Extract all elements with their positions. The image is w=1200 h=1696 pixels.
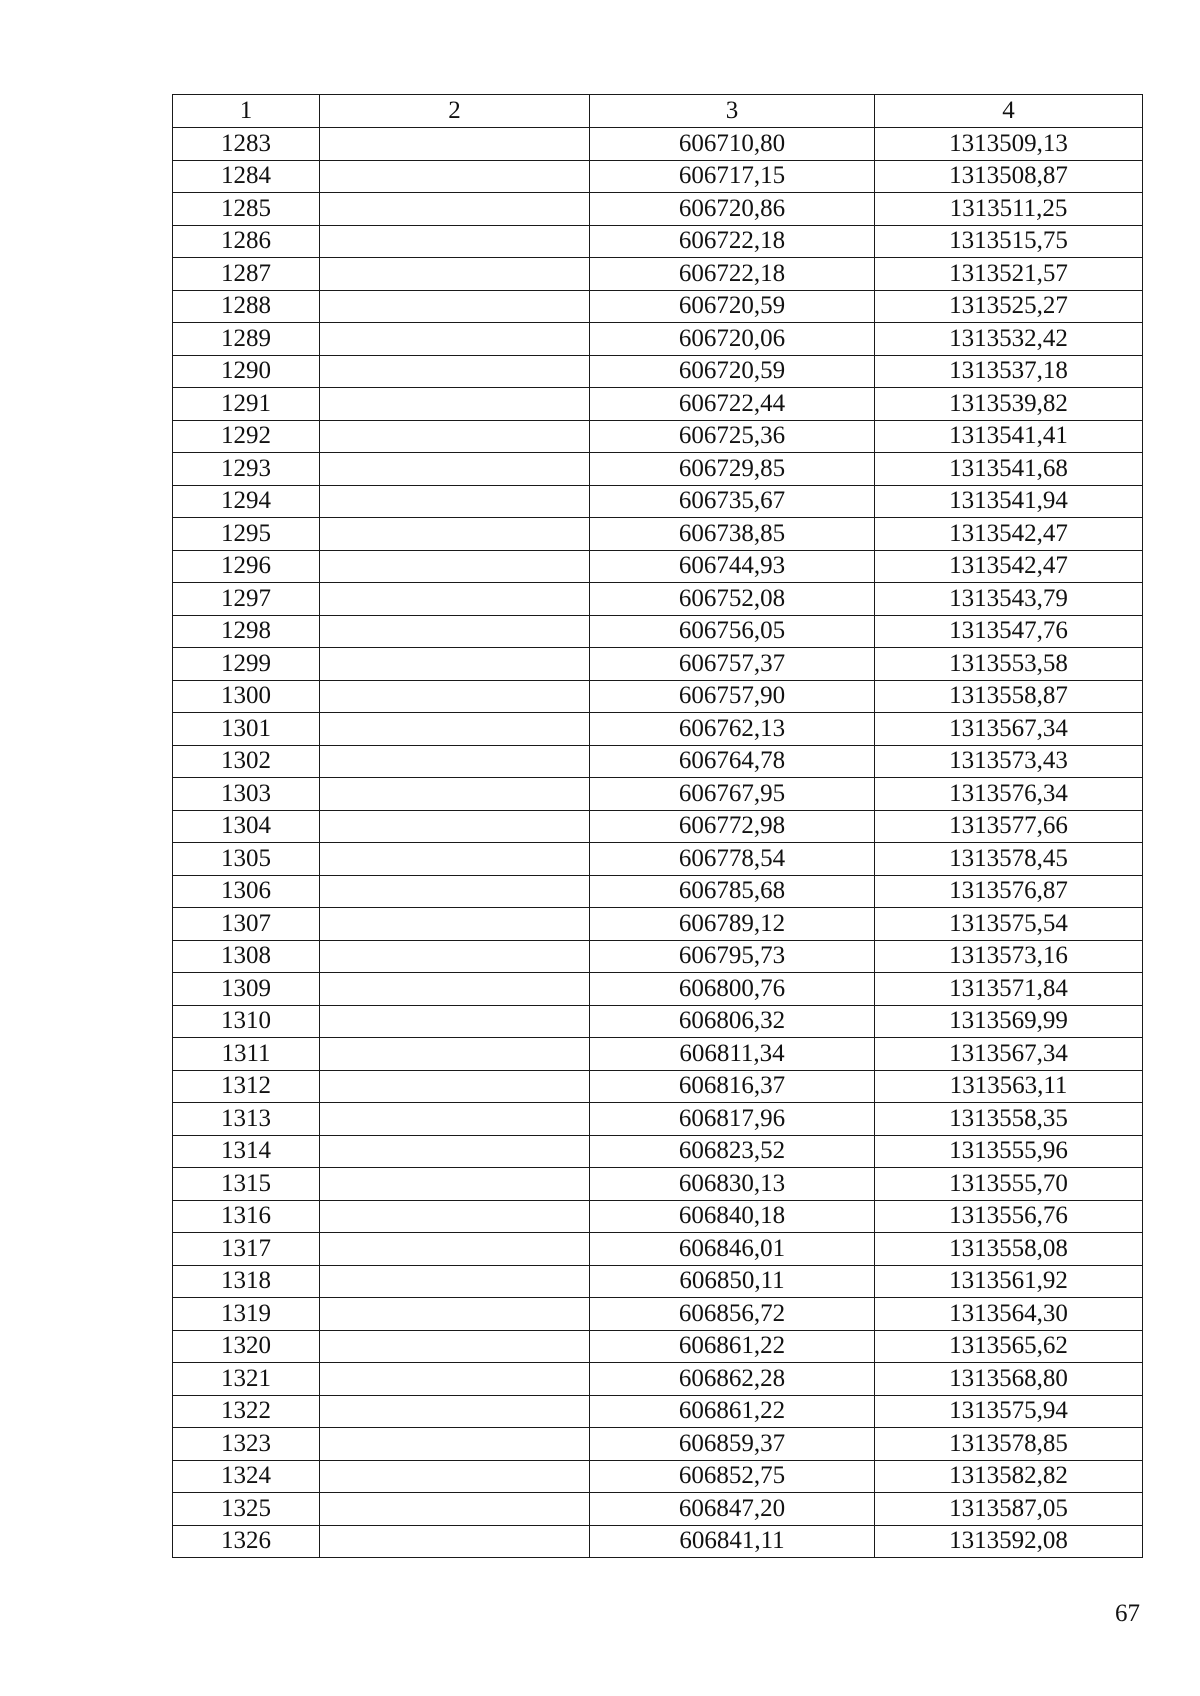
description-cell <box>320 323 590 356</box>
point-number-cell: 1314 <box>173 1135 320 1168</box>
y-coordinate-cell: 1313542,47 <box>875 550 1143 583</box>
description-cell <box>320 1070 590 1103</box>
x-coordinate-cell: 606817,96 <box>590 1103 875 1136</box>
description-cell <box>320 1460 590 1493</box>
table-row <box>173 1460 1143 1493</box>
point-number-cell: 1294 <box>173 485 320 518</box>
x-coordinate-cell: 606767,95 <box>590 778 875 811</box>
table-row <box>173 160 1143 193</box>
point-number-cell: 1322 <box>173 1395 320 1428</box>
y-coordinate-cell: 1313571,84 <box>875 973 1143 1006</box>
table-row <box>173 940 1143 973</box>
description-cell <box>320 1135 590 1168</box>
x-coordinate-cell: 606852,75 <box>590 1460 875 1493</box>
x-coordinate-cell: 606861,22 <box>590 1330 875 1363</box>
point-number-cell: 1295 <box>173 518 320 551</box>
y-coordinate-cell: 1313587,05 <box>875 1493 1143 1526</box>
description-cell <box>320 745 590 778</box>
y-coordinate-cell: 1313525,27 <box>875 290 1143 323</box>
point-number-cell: 1313 <box>173 1103 320 1136</box>
description-cell <box>320 388 590 421</box>
x-coordinate-cell: 606738,85 <box>590 518 875 551</box>
y-coordinate-cell: 1313573,43 <box>875 745 1143 778</box>
y-coordinate-cell: 1313564,30 <box>875 1298 1143 1331</box>
point-number-cell: 1315 <box>173 1168 320 1201</box>
x-coordinate-cell: 606720,06 <box>590 323 875 356</box>
table-row <box>173 648 1143 681</box>
point-number-cell: 1298 <box>173 615 320 648</box>
table-row <box>173 973 1143 1006</box>
table-row <box>173 225 1143 258</box>
point-number-cell: 1292 <box>173 420 320 453</box>
table-row <box>173 1428 1143 1461</box>
table-row <box>173 1038 1143 1071</box>
point-number-cell: 1318 <box>173 1265 320 1298</box>
table-row <box>173 1233 1143 1266</box>
table-row <box>173 453 1143 486</box>
y-coordinate-cell: 1313556,76 <box>875 1200 1143 1233</box>
y-coordinate-cell: 1313542,47 <box>875 518 1143 551</box>
table-row <box>173 1493 1143 1526</box>
point-number-cell: 1289 <box>173 323 320 356</box>
point-number-cell: 1296 <box>173 550 320 583</box>
description-cell <box>320 1493 590 1526</box>
y-coordinate-cell: 1313582,82 <box>875 1460 1143 1493</box>
y-coordinate-cell: 1313573,16 <box>875 940 1143 973</box>
y-coordinate-cell: 1313541,94 <box>875 485 1143 518</box>
point-number-cell: 1293 <box>173 453 320 486</box>
table-row <box>173 355 1143 388</box>
description-cell <box>320 973 590 1006</box>
y-coordinate-cell: 1313541,41 <box>875 420 1143 453</box>
description-cell <box>320 550 590 583</box>
description-cell <box>320 1005 590 1038</box>
x-coordinate-cell: 606772,98 <box>590 810 875 843</box>
y-coordinate-cell: 1313576,34 <box>875 778 1143 811</box>
table-row <box>173 1103 1143 1136</box>
description-cell <box>320 1168 590 1201</box>
x-coordinate-cell: 606778,54 <box>590 843 875 876</box>
table-row <box>173 1330 1143 1363</box>
table-row <box>173 843 1143 876</box>
y-coordinate-cell: 1313508,87 <box>875 160 1143 193</box>
table-row <box>173 810 1143 843</box>
y-coordinate-cell: 1313537,18 <box>875 355 1143 388</box>
y-coordinate-cell: 1313521,57 <box>875 258 1143 291</box>
y-coordinate-cell: 1313558,35 <box>875 1103 1143 1136</box>
column-header-3: 3 <box>590 95 875 128</box>
point-number-cell: 1319 <box>173 1298 320 1331</box>
table-header-row <box>173 95 1143 128</box>
y-coordinate-cell: 1313532,42 <box>875 323 1143 356</box>
point-number-cell: 1284 <box>173 160 320 193</box>
x-coordinate-cell: 606840,18 <box>590 1200 875 1233</box>
x-coordinate-cell: 606811,34 <box>590 1038 875 1071</box>
point-number-cell: 1291 <box>173 388 320 421</box>
table-row <box>173 290 1143 323</box>
table-row <box>173 713 1143 746</box>
x-coordinate-cell: 606850,11 <box>590 1265 875 1298</box>
table-row <box>173 615 1143 648</box>
x-coordinate-cell: 606757,37 <box>590 648 875 681</box>
x-coordinate-cell: 606830,13 <box>590 1168 875 1201</box>
table-row <box>173 908 1143 941</box>
table-row <box>173 388 1143 421</box>
description-cell <box>320 1200 590 1233</box>
y-coordinate-cell: 1313576,87 <box>875 875 1143 908</box>
table-row <box>173 875 1143 908</box>
column-header-4: 4 <box>875 95 1143 128</box>
description-cell <box>320 843 590 876</box>
description-cell <box>320 518 590 551</box>
y-coordinate-cell: 1313569,99 <box>875 1005 1143 1038</box>
description-cell <box>320 1233 590 1266</box>
description-cell <box>320 1363 590 1396</box>
x-coordinate-cell: 606720,86 <box>590 193 875 226</box>
x-coordinate-cell: 606725,36 <box>590 420 875 453</box>
point-number-cell: 1297 <box>173 583 320 616</box>
x-coordinate-cell: 606789,12 <box>590 908 875 941</box>
y-coordinate-cell: 1313563,11 <box>875 1070 1143 1103</box>
y-coordinate-cell: 1313543,79 <box>875 583 1143 616</box>
point-number-cell: 1326 <box>173 1525 320 1558</box>
x-coordinate-cell: 606861,22 <box>590 1395 875 1428</box>
y-coordinate-cell: 1313558,08 <box>875 1233 1143 1266</box>
description-cell <box>320 1038 590 1071</box>
table-row <box>173 1200 1143 1233</box>
table-row <box>173 1265 1143 1298</box>
point-number-cell: 1300 <box>173 680 320 713</box>
description-cell <box>320 258 590 291</box>
y-coordinate-cell: 1313565,62 <box>875 1330 1143 1363</box>
description-cell <box>320 1428 590 1461</box>
y-coordinate-cell: 1313575,94 <box>875 1395 1143 1428</box>
point-number-cell: 1287 <box>173 258 320 291</box>
x-coordinate-cell: 606795,73 <box>590 940 875 973</box>
x-coordinate-cell: 606720,59 <box>590 355 875 388</box>
description-cell <box>320 1265 590 1298</box>
description-cell <box>320 908 590 941</box>
point-number-cell: 1309 <box>173 973 320 1006</box>
description-cell <box>320 193 590 226</box>
table-row <box>173 323 1143 356</box>
description-cell <box>320 420 590 453</box>
y-coordinate-cell: 1313539,82 <box>875 388 1143 421</box>
description-cell <box>320 875 590 908</box>
point-number-cell: 1304 <box>173 810 320 843</box>
table-row <box>173 1168 1143 1201</box>
point-number-cell: 1290 <box>173 355 320 388</box>
table-row <box>173 1005 1143 1038</box>
table-row <box>173 128 1143 161</box>
point-number-cell: 1312 <box>173 1070 320 1103</box>
table-row <box>173 1298 1143 1331</box>
point-number-cell: 1299 <box>173 648 320 681</box>
description-cell <box>320 225 590 258</box>
x-coordinate-cell: 606722,18 <box>590 258 875 291</box>
description-cell <box>320 713 590 746</box>
y-coordinate-cell: 1313555,96 <box>875 1135 1143 1168</box>
point-number-cell: 1305 <box>173 843 320 876</box>
x-coordinate-cell: 606757,90 <box>590 680 875 713</box>
x-coordinate-cell: 606729,85 <box>590 453 875 486</box>
point-number-cell: 1306 <box>173 875 320 908</box>
x-coordinate-cell: 606800,76 <box>590 973 875 1006</box>
point-number-cell: 1311 <box>173 1038 320 1071</box>
point-number-cell: 1288 <box>173 290 320 323</box>
table-body <box>173 128 1143 1558</box>
x-coordinate-cell: 606756,05 <box>590 615 875 648</box>
x-coordinate-cell: 606816,37 <box>590 1070 875 1103</box>
description-cell <box>320 648 590 681</box>
point-number-cell: 1323 <box>173 1428 320 1461</box>
y-coordinate-cell: 1313568,80 <box>875 1363 1143 1396</box>
x-coordinate-cell: 606846,01 <box>590 1233 875 1266</box>
x-coordinate-cell: 606752,08 <box>590 583 875 616</box>
table-row <box>173 1525 1143 1558</box>
x-coordinate-cell: 606862,28 <box>590 1363 875 1396</box>
table-row <box>173 778 1143 811</box>
x-coordinate-cell: 606710,80 <box>590 128 875 161</box>
point-number-cell: 1286 <box>173 225 320 258</box>
x-coordinate-cell: 606859,37 <box>590 1428 875 1461</box>
y-coordinate-cell: 1313511,25 <box>875 193 1143 226</box>
column-header-1: 1 <box>173 95 320 128</box>
y-coordinate-cell: 1313567,34 <box>875 1038 1143 1071</box>
description-cell <box>320 940 590 973</box>
x-coordinate-cell: 606722,44 <box>590 388 875 421</box>
page-number: 67 <box>1115 1600 1140 1627</box>
table-row <box>173 583 1143 616</box>
point-number-cell: 1307 <box>173 908 320 941</box>
x-coordinate-cell: 606762,13 <box>590 713 875 746</box>
x-coordinate-cell: 606722,18 <box>590 225 875 258</box>
y-coordinate-cell: 1313578,45 <box>875 843 1143 876</box>
y-coordinate-cell: 1313555,70 <box>875 1168 1143 1201</box>
x-coordinate-cell: 606841,11 <box>590 1525 875 1558</box>
point-number-cell: 1301 <box>173 713 320 746</box>
x-coordinate-cell: 606847,20 <box>590 1493 875 1526</box>
table-row <box>173 1070 1143 1103</box>
x-coordinate-cell: 606720,59 <box>590 290 875 323</box>
point-number-cell: 1321 <box>173 1363 320 1396</box>
column-header-2: 2 <box>320 95 590 128</box>
description-cell <box>320 1330 590 1363</box>
description-cell <box>320 680 590 713</box>
y-coordinate-cell: 1313577,66 <box>875 810 1143 843</box>
description-cell <box>320 1298 590 1331</box>
description-cell <box>320 1395 590 1428</box>
y-coordinate-cell: 1313541,68 <box>875 453 1143 486</box>
table-row <box>173 745 1143 778</box>
y-coordinate-cell: 1313575,54 <box>875 908 1143 941</box>
table-row <box>173 420 1143 453</box>
point-number-cell: 1320 <box>173 1330 320 1363</box>
y-coordinate-cell: 1313567,34 <box>875 713 1143 746</box>
description-cell <box>320 1103 590 1136</box>
point-number-cell: 1308 <box>173 940 320 973</box>
x-coordinate-cell: 606806,32 <box>590 1005 875 1038</box>
description-cell <box>320 453 590 486</box>
point-number-cell: 1310 <box>173 1005 320 1038</box>
point-number-cell: 1317 <box>173 1233 320 1266</box>
table-row <box>173 193 1143 226</box>
coordinates-table <box>172 94 1143 1558</box>
description-cell <box>320 160 590 193</box>
y-coordinate-cell: 1313578,85 <box>875 1428 1143 1461</box>
table-row <box>173 485 1143 518</box>
x-coordinate-cell: 606856,72 <box>590 1298 875 1331</box>
description-cell <box>320 290 590 323</box>
y-coordinate-cell: 1313592,08 <box>875 1525 1143 1558</box>
y-coordinate-cell: 1313553,58 <box>875 648 1143 681</box>
y-coordinate-cell: 1313561,92 <box>875 1265 1143 1298</box>
table-row <box>173 680 1143 713</box>
table-row <box>173 1363 1143 1396</box>
point-number-cell: 1285 <box>173 193 320 226</box>
table-row <box>173 550 1143 583</box>
point-number-cell: 1302 <box>173 745 320 778</box>
description-cell <box>320 583 590 616</box>
point-number-cell: 1316 <box>173 1200 320 1233</box>
table-row <box>173 518 1143 551</box>
x-coordinate-cell: 606717,15 <box>590 160 875 193</box>
description-cell <box>320 128 590 161</box>
description-cell <box>320 615 590 648</box>
table-row <box>173 258 1143 291</box>
x-coordinate-cell: 606764,78 <box>590 745 875 778</box>
point-number-cell: 1303 <box>173 778 320 811</box>
x-coordinate-cell: 606785,68 <box>590 875 875 908</box>
y-coordinate-cell: 1313547,76 <box>875 615 1143 648</box>
x-coordinate-cell: 606823,52 <box>590 1135 875 1168</box>
description-cell <box>320 1525 590 1558</box>
point-number-cell: 1324 <box>173 1460 320 1493</box>
description-cell <box>320 810 590 843</box>
y-coordinate-cell: 1313558,87 <box>875 680 1143 713</box>
point-number-cell: 1283 <box>173 128 320 161</box>
x-coordinate-cell: 606744,93 <box>590 550 875 583</box>
x-coordinate-cell: 606735,67 <box>590 485 875 518</box>
table-row <box>173 1135 1143 1168</box>
table-row <box>173 1395 1143 1428</box>
y-coordinate-cell: 1313515,75 <box>875 225 1143 258</box>
point-number-cell: 1325 <box>173 1493 320 1526</box>
description-cell <box>320 485 590 518</box>
description-cell <box>320 355 590 388</box>
description-cell <box>320 778 590 811</box>
y-coordinate-cell: 1313509,13 <box>875 128 1143 161</box>
